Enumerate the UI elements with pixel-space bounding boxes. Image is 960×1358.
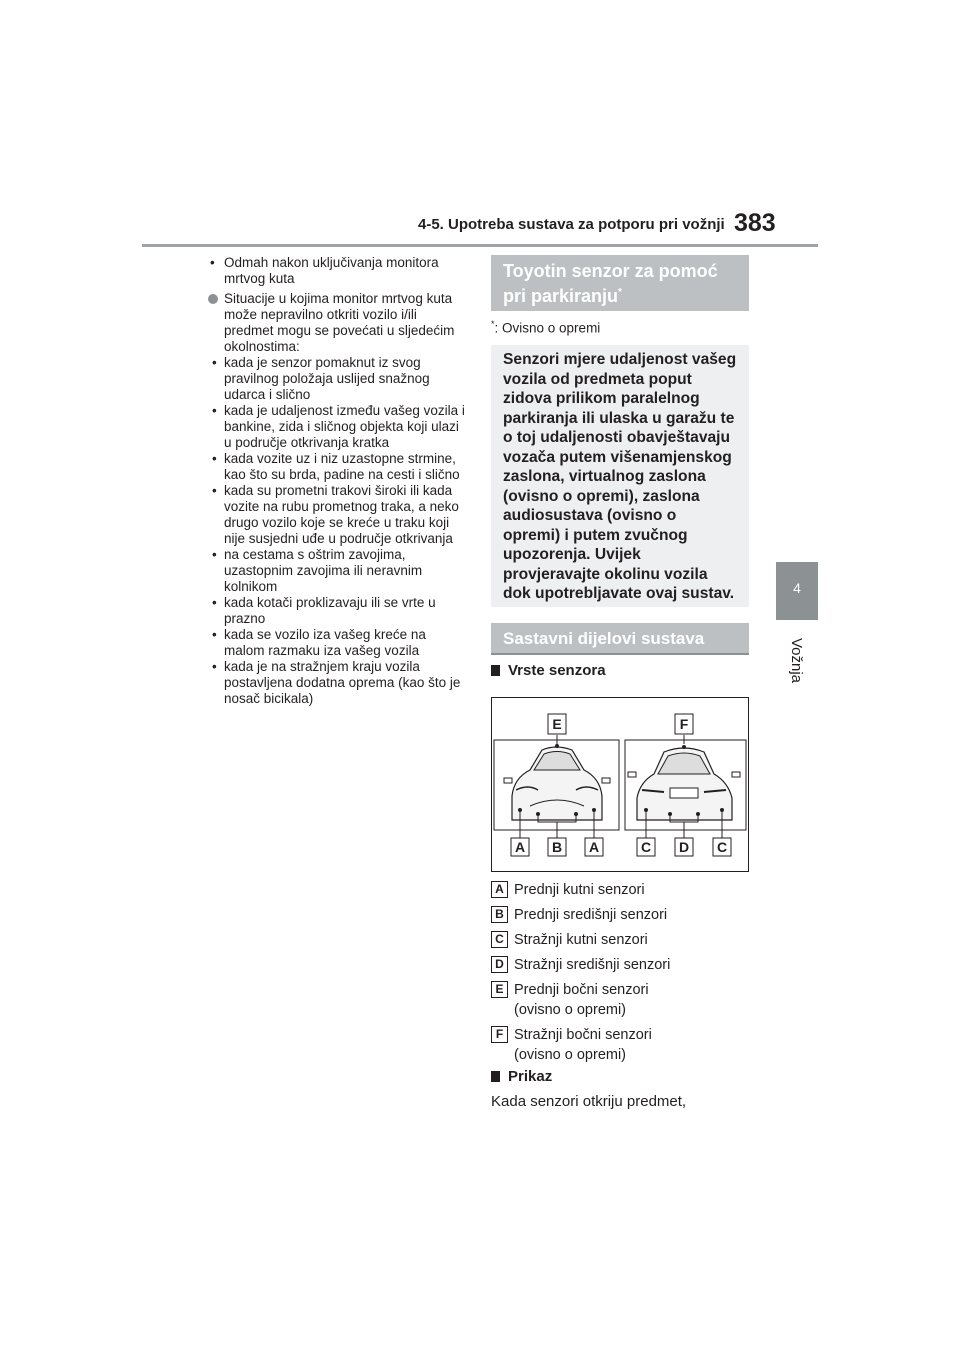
legend-key: E bbox=[491, 981, 508, 998]
subheading-display: Prikaz bbox=[491, 1068, 552, 1085]
label-a: A bbox=[588, 839, 600, 855]
section-heading-components: Sastavni dijelovi sustava bbox=[491, 623, 749, 655]
label-c: C bbox=[640, 839, 652, 855]
legend-text: Prednji bočni senzori (ovisno o opremi) bbox=[514, 982, 649, 1018]
heading-line-2: pri parkiranju bbox=[503, 286, 619, 306]
legend-text: Prednji kutni senzori bbox=[514, 882, 645, 898]
legend-text: Stražnji središnji senzori bbox=[514, 957, 671, 973]
sub-item: • kada vozite uz i niz uzastopne strmine, kao što su brda, padine na cesti i slično bbox=[208, 451, 470, 483]
legend-key: F bbox=[491, 1026, 508, 1043]
label-a: A bbox=[514, 839, 526, 855]
sub-item: • kada su prometni trakovi široki ili kada vozite na rubu prometnog traka, a neko drugo vozilo koje se kreće u traku koji nije susjedni uđe u područje otkrivanja bbox=[208, 483, 470, 547]
chapter-tab[interactable] bbox=[776, 562, 818, 620]
label-c: C bbox=[716, 839, 728, 855]
legend-item bbox=[491, 955, 751, 975]
legend-key: A bbox=[491, 881, 508, 898]
legend-item bbox=[491, 880, 751, 900]
legend-text: Stražnji kutni senzori bbox=[514, 932, 648, 948]
legend-key: C bbox=[491, 931, 508, 948]
sub-item: • kada kotači proklizavaju ili se vrte u prazno bbox=[208, 595, 470, 627]
legend-key: D bbox=[491, 956, 508, 973]
heading-line-1: Toyotin senzor za pomoć bbox=[503, 261, 718, 281]
section-title: 4-5. Upotreba sustava za potporu pri vožnji bbox=[418, 216, 725, 233]
page-number: 383 bbox=[734, 209, 776, 237]
footnote bbox=[491, 319, 600, 336]
legend-item bbox=[491, 905, 751, 925]
legend-text: Stražnji bočni senzori (ovisno o opremi) bbox=[514, 1027, 652, 1063]
legend-key: B bbox=[491, 906, 508, 923]
label-e: E bbox=[552, 716, 562, 732]
sub-item: • kada se vozilo iza vašeg kreće na malom razmaku iza vašeg vozila bbox=[208, 627, 470, 659]
legend-item bbox=[491, 1025, 684, 1065]
footnote-mark: * bbox=[618, 287, 622, 298]
legend-item bbox=[491, 980, 684, 1020]
legend-item bbox=[491, 930, 751, 950]
chapter-name: Vožnja bbox=[788, 637, 806, 684]
sub-item: • na cestama s oštrim zavojima, uzastopnim zavojima ili neravnim kolnikom bbox=[208, 547, 470, 595]
sensor-illustration bbox=[492, 698, 750, 873]
bullet-item: • Odmah nakon uključivanja monitora mrtvog kuta bbox=[208, 255, 470, 287]
footnote-text: : Ovisno o opremi bbox=[494, 320, 601, 336]
footnote-mark: * bbox=[491, 319, 495, 329]
label-b: B bbox=[551, 839, 563, 855]
intro-box: Senzori mjere udaljenost vašeg vozila od predmeta poput zidova prilikom paralelnog parkiranja ili ulaska u garažu te o toj udaljenosti obavještavaju vozača putem višenamjenskog zaslona, virtualnog zaslona (ovisno o opremi), zaslona audiosustava (ovisno o opremi) i putem zvučnog upozorenja. Uvijek provjeravajte okolinu vozila dok upotrebljavate ovaj sustav. bbox=[491, 345, 749, 607]
sub-item: • kada je udaljenost između vašeg vozila i bankine, zida i sličnog objekta koji ulazi u područje otkrivanja kratka bbox=[208, 403, 470, 451]
section-heading-parking-sensor bbox=[491, 255, 749, 311]
body-text: Kada senzori otkriju predmet, bbox=[491, 1093, 687, 1110]
label-f: F bbox=[679, 716, 689, 732]
left-column bbox=[208, 255, 470, 707]
legend-text: Prednji središnji senzori bbox=[514, 907, 668, 923]
sensor-figure bbox=[491, 697, 749, 872]
chapter-label bbox=[770, 630, 826, 690]
header-rule bbox=[142, 244, 818, 247]
chapter-number: 4 bbox=[793, 580, 801, 596]
label-d: D bbox=[678, 839, 690, 855]
sub-item: • kada je senzor pomaknut iz svog pravilnog položaja uslijed snažnog udarca i slično bbox=[208, 355, 470, 403]
subheading-sensor-types: Vrste senzora bbox=[491, 662, 606, 679]
sub-item: • kada je na stražnjem kraju vozila postavljena dodatna oprema (kao što je nosač bicikala) bbox=[208, 659, 470, 707]
circle-item: Situacije u kojima monitor mrtvog kuta može nepravilno otkriti vozilo i/ili predmet mogu se povećati u sljedećim okolnostima: bbox=[208, 291, 470, 355]
sensor-legend bbox=[491, 880, 751, 1070]
